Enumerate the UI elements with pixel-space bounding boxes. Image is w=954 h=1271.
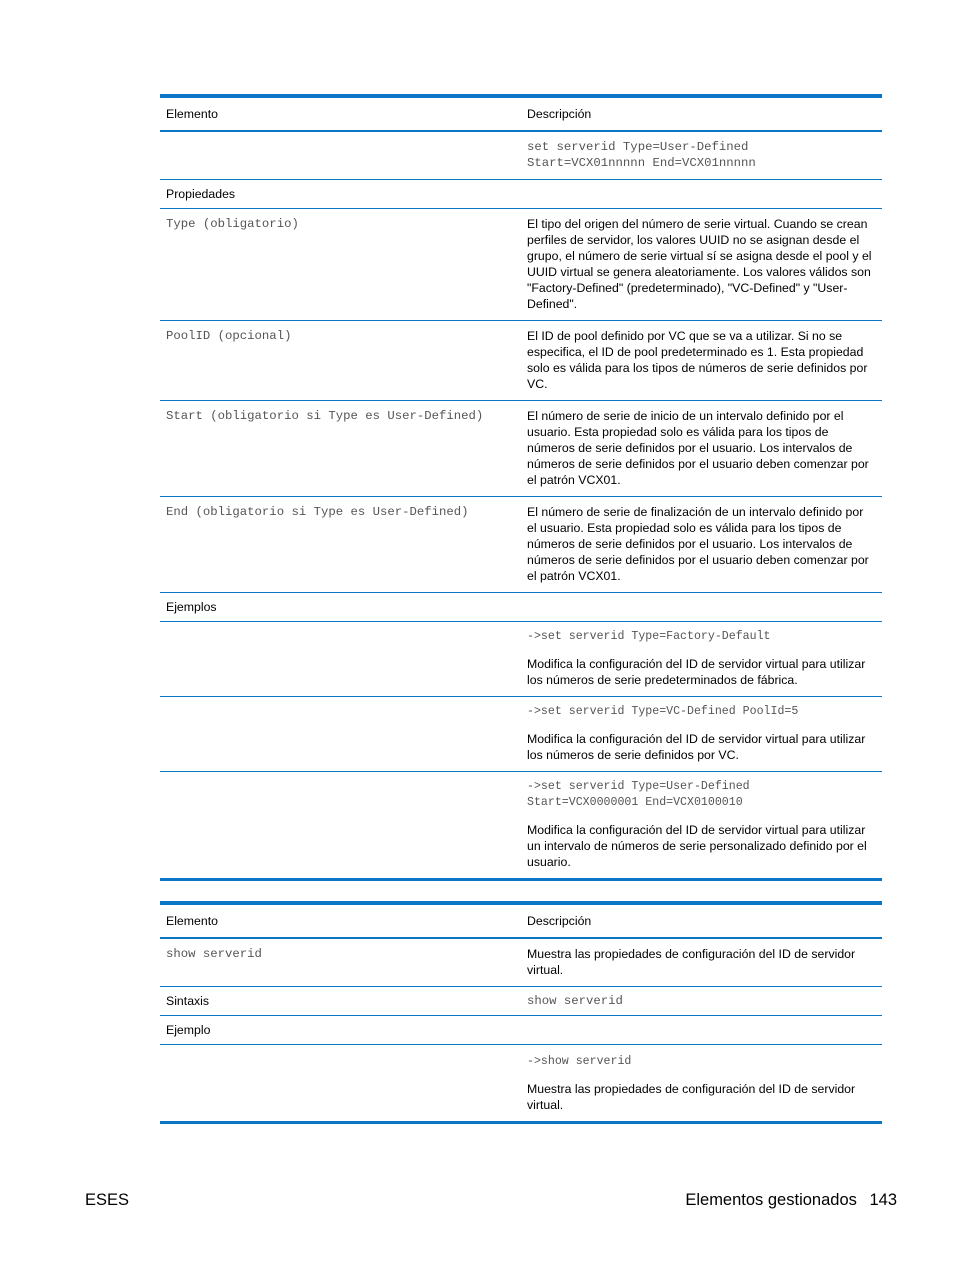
property-name: PoolID (opcional) [160, 321, 521, 401]
syntax-line-1: set serverid Type=User-Defined [527, 140, 749, 154]
command-name: show serverid [160, 938, 521, 987]
example-description: Modifica la configuración del ID de servidor virtual para utilizar un intervalo de números de serie personalizado definido por el usuario. [527, 823, 867, 869]
header-element: Elemento [160, 903, 521, 938]
property-row [160, 497, 882, 593]
property-name: Start (obligatorio si Type es User-Defined) [160, 401, 521, 497]
section-row-examples [160, 593, 882, 622]
property-name: Type (obligatorio) [160, 209, 521, 321]
example-command: ->set serverid Type=User-Defined [527, 780, 750, 793]
header-description: Descripción [521, 96, 882, 131]
property-row [160, 401, 882, 497]
table-header-row [160, 96, 882, 131]
footer-page-info [677, 1191, 897, 1210]
syntax-row [160, 131, 882, 180]
property-description: El ID de pool definido por VC que se va a utilizar. Si no se especifica, el ID de pool predeterminado es 1. Esta propiedad solo es válida para los tipos de números de serie definidos por VC. [521, 321, 882, 401]
example-command: ->set serverid Type=Factory-Default [527, 630, 771, 643]
example-row [160, 1045, 882, 1123]
set-serverid-table [160, 94, 882, 881]
command-description: Muestra las propiedades de configuración del ID de servidor virtual. [521, 938, 882, 987]
footer-section-title: Elementos gestionados [685, 1191, 857, 1209]
example-row [160, 622, 882, 697]
property-row [160, 209, 882, 321]
property-name: End (obligatorio si Type es User-Defined) [160, 497, 521, 593]
header-description: Descripción [521, 903, 882, 938]
example-command-continued: Start=VCX0000001 End=VCX0100010 [527, 796, 743, 809]
example-description: Muestra las propiedades de configuración del ID de servidor virtual. [527, 1082, 856, 1112]
property-description: El número de serie de finalización de un intervalo definido por el usuario. Esta propiedad solo es válida para los tipos de números de serie definidos por el usuario. Los intervalos de números de serie definidos por el usuario deben comenzar por el patrón VCX01. [521, 497, 882, 593]
section-row-properties [160, 180, 882, 209]
command-row [160, 938, 882, 987]
table-header-row [160, 903, 882, 938]
section-label-examples: Ejemplos [160, 593, 521, 622]
example-description: Modifica la configuración del ID de servidor virtual para utilizar los números de serie definidos por VC. [527, 732, 866, 762]
section-label-syntax: Sintaxis [160, 987, 521, 1016]
property-row [160, 321, 882, 401]
property-description: El tipo del origen del número de serie virtual. Cuando se crean perfiles de servidor, los valores UUID no se asignan desde el grupo, el número de serie virtual sí se asigna desde el pool y el UUID virtual se genera aleatoriamente. Los valores válidos son "Factory-Defined" (predeterminado), "VC-Defined" y "User-Defined". [521, 209, 882, 321]
example-row [160, 772, 882, 880]
property-description: El número de serie de inicio de un intervalo definido por el usuario. Esta propiedad solo es válida para los tipos de números de serie definidos por el usuario. Los intervalos de números de serie definidos por el usuario deben comenzar por el patrón VCX01. [521, 401, 882, 497]
section-label-properties: Propiedades [160, 180, 521, 209]
section-label-example: Ejemplo [160, 1016, 521, 1045]
footer-locale: ESES [85, 1191, 130, 1209]
syntax-value: show serverid [521, 987, 882, 1016]
syntax-row [160, 987, 882, 1016]
example-command: ->set serverid Type=VC-Defined PoolId=5 [527, 705, 799, 718]
page-number: 143 [869, 1191, 897, 1209]
example-row [160, 697, 882, 772]
syntax-line-2: Start=VCX01nnnnn End=VCX01nnnnn [527, 156, 756, 170]
header-element: Elemento [160, 96, 521, 131]
section-row-example [160, 1016, 882, 1045]
example-description: Modifica la configuración del ID de servidor virtual para utilizar los números de serie predeterminados de fábrica. [527, 657, 866, 687]
show-serverid-table [160, 901, 882, 1124]
example-command: ->show serverid [527, 1055, 632, 1068]
